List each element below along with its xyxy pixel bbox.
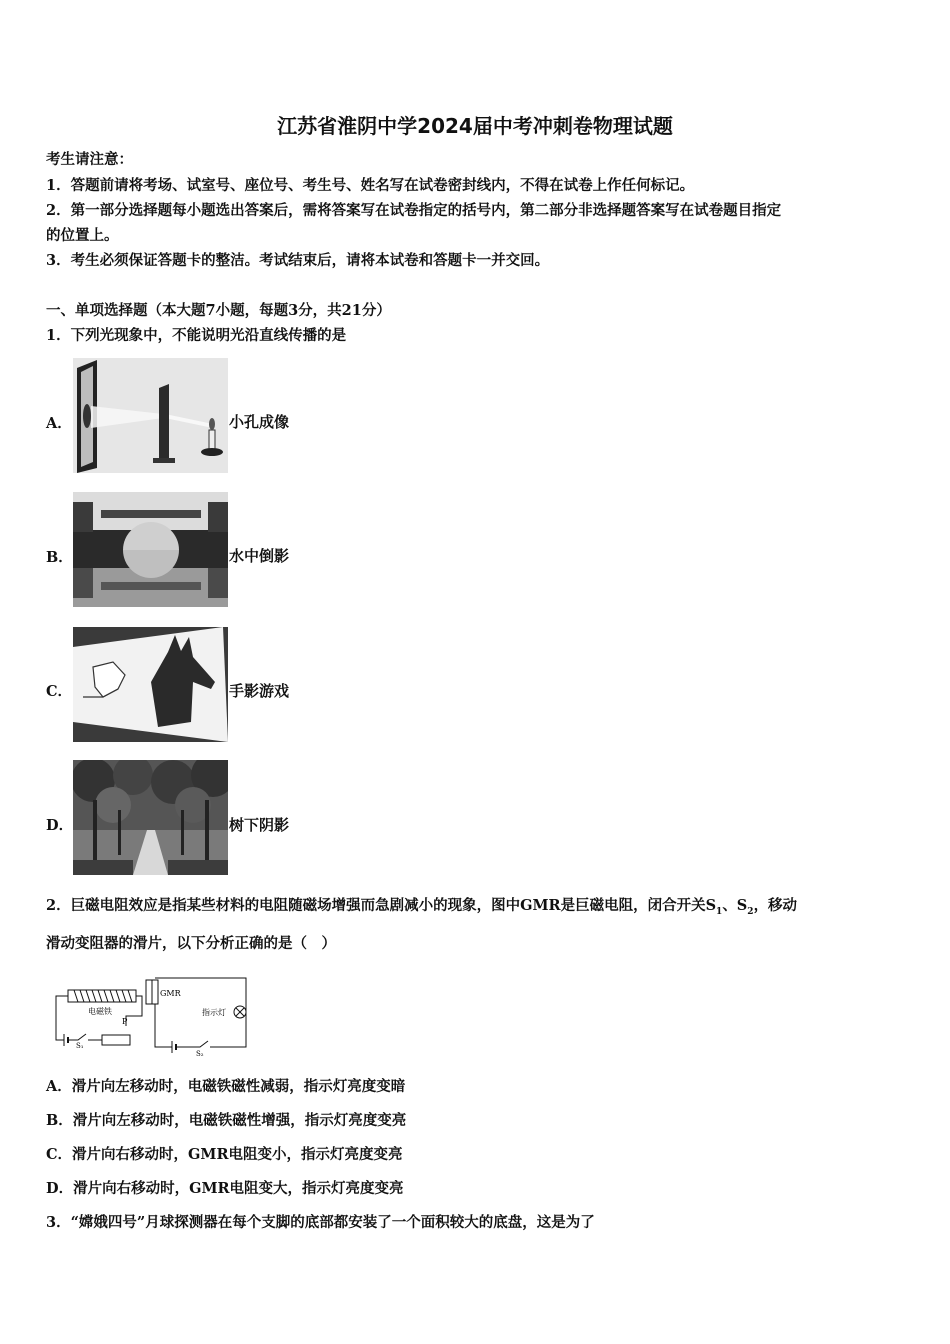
- notice-item-2: 2．第一部分选择题每小题选出答案后，需将答案写在试卷指定的括号内，第二部分非选择题答案写在试卷题目指定: [46, 202, 782, 219]
- electromagnet-label: 电磁铁: [88, 1007, 112, 1016]
- q1-option-b-label: B．: [46, 549, 73, 566]
- section-heading: 一、单项选择题（本大题7小题，每题3分，共21分）: [46, 302, 391, 319]
- notice-item-3: 3．考生必须保证答题卡的整洁。考试结束后，请将本试卷和答题卡一并交回。: [46, 252, 550, 269]
- q1-option-c-label: C．: [46, 683, 73, 700]
- q2-option-d: D．滑片向右移动时，GMR电阻变大，指示灯亮度变亮: [46, 1180, 404, 1197]
- q2-option-b: B．滑片向左移动时，电磁铁磁性增强，指示灯亮度变亮: [46, 1112, 407, 1129]
- q2-option-a: A．滑片向左移动时，电磁铁磁性减弱，指示灯亮度变暗: [46, 1078, 406, 1095]
- q1-option-a-caption: 小孔成像: [229, 413, 290, 431]
- gmr-circuit-diagram: [50, 972, 255, 1061]
- q1-option-a-label: A．: [46, 415, 72, 432]
- slider-p-label: P: [122, 1017, 128, 1026]
- hand-shadow-image: [73, 627, 228, 742]
- q2-stem-line-2: 滑动变阻器的滑片，以下分析正确的是（ ）: [46, 935, 336, 952]
- tree-shade-image: [73, 760, 228, 875]
- lamp-label: 指示灯: [202, 1008, 226, 1017]
- notice-item-2-cont: 的位置上。: [46, 227, 119, 244]
- notice-item-1: 1．答题前请将考场、试室号、座位号、考生号、姓名写在试卷密封线内，不得在试卷上作任何标记。: [46, 177, 695, 194]
- switch-s1-label: S₁: [76, 1042, 84, 1050]
- q1-option-d-label: D．: [46, 817, 74, 834]
- q1-option-d-caption: 树下阴影: [229, 816, 290, 834]
- q1-option-c-caption: 手影游戏: [229, 682, 290, 700]
- page-title: 江苏省淮阴中学2024届中考冲刺卷物理试题: [277, 114, 673, 138]
- q2-stem-line-1: 2．巨磁电阻效应是指某些材料的电阻随磁场增强而急剧减小的现象，图中GMR是巨磁电阻，闭合开关$S_1$、$S_2$，移动: [46, 897, 798, 917]
- gmr-label: GMR: [160, 989, 181, 998]
- pinhole-image: [73, 358, 228, 473]
- q3-stem: 3．“嫦娥四号”月球探测器在每个支脚的底部都安装了一个面积较大的底盘，这是为了: [46, 1214, 595, 1231]
- q1-stem: 1．下列光现象中，不能说明光沿直线传播的是: [46, 327, 347, 344]
- q1-option-b-caption: 水中倒影: [229, 547, 290, 565]
- q2-option-c: C．滑片向右移动时，GMR电阻变小，指示灯亮度变亮: [46, 1146, 403, 1163]
- bridge-reflection-image: [73, 492, 228, 607]
- notice-heading: 考生请注意：: [46, 151, 133, 168]
- switch-s2-label: S₂: [196, 1050, 204, 1057]
